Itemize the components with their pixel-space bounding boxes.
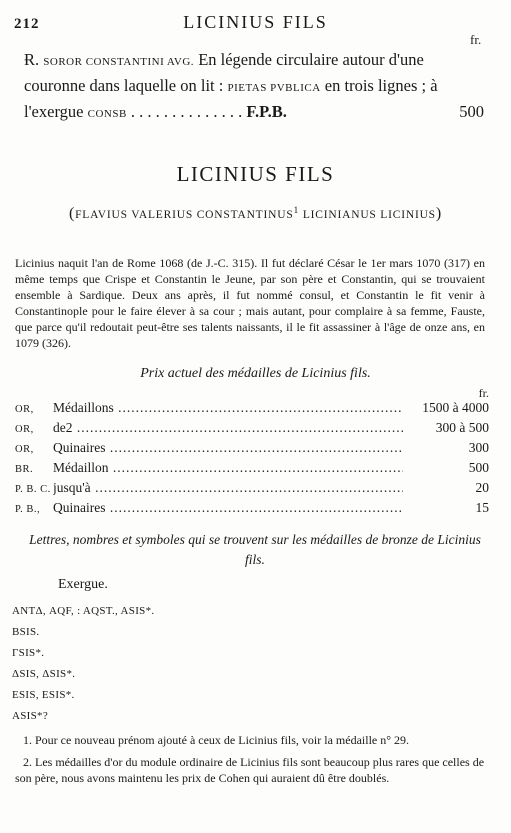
- row-price: 15: [475, 500, 489, 515]
- reverse-mark: Ɍ.: [24, 50, 40, 69]
- table-row: [15, 460, 489, 480]
- row-label: Médaillon .....: [53, 460, 403, 476]
- table-row: [15, 420, 489, 440]
- intro-text: Licinius naquit l'an de Rome 1068 (de J.-C. 315). Il fut déclaré César le 1er mars 1070 (317) en même temps que Crispe et Constantin le Jeune, par son père et Constantin, qui se trouvaient ensemble à Sardique. Deux ans après, il fut nommé consul, et Constantin le fit venir à Constantinople pour le faire élever à sa cour ; mais autant, pour complaire à sa femme, Fauste, que parce qu'il redoutait peut-être ses talents naissants, il le fit assassiner à l'âge de onze ans, en 1079 (326).: [15, 256, 485, 350]
- table-row: [15, 440, 489, 460]
- list-item: ΔSIS, ΔSIS*.: [12, 668, 76, 680]
- footnotes: [15, 732, 495, 792]
- metal-code: OR,: [15, 404, 34, 415]
- row-label: Médaillons .....: [53, 400, 403, 416]
- row-label: de2 .....: [53, 420, 403, 436]
- price-table: [15, 386, 489, 520]
- page-number: 212: [14, 16, 40, 32]
- row-label: Quinaires .....: [53, 440, 403, 456]
- carryover-text-2: en trois lignes ; à l'exergue: [24, 76, 438, 121]
- legend-text: SOROR CONSTANTINI AVG.: [43, 56, 195, 68]
- table-row: [15, 500, 489, 520]
- footnote: 2. Les médailles d'or du module ordinaire de Licinius fils sont beaucoup plus rares que celles de son père, nous avons maintenu les prix de Cohen qui auraient dû être doublés.: [15, 755, 485, 785]
- intro-paragraph: [15, 255, 485, 351]
- table-row: [15, 400, 489, 420]
- carryover-entry: [24, 48, 484, 126]
- carryover-price: 500: [459, 102, 484, 121]
- row-price: 20: [475, 480, 489, 495]
- list-item: BSIS.: [12, 626, 40, 638]
- carryover-text-1: En légende circulaire autour d'une couronne dans laquelle on lit :: [24, 50, 424, 95]
- row-label: Quinaires .....: [53, 500, 403, 516]
- footnote: 1. Pour ce nouveau prénom ajouté à ceux de Licinius fils, voir la médaille n° 29.: [23, 733, 410, 747]
- section-subtitle: [0, 205, 511, 223]
- row-price: 300 à 500: [435, 420, 489, 435]
- row-price: 1500 à 4000: [422, 400, 489, 415]
- footnote-ref: 1: [293, 205, 300, 217]
- legend-text-2: PIETAS PVBLICA: [227, 82, 321, 94]
- table-row: [15, 480, 489, 500]
- subtitle-names-2: LICINIANUS LICINIUS: [299, 209, 436, 221]
- section-title: LICINIUS FILS: [176, 162, 335, 186]
- subtitle-names: FLAVIUS VALERIUS CONSTANTINUS: [75, 209, 294, 221]
- mint-marks-list: [12, 601, 154, 727]
- metal-code: P. B. C.: [15, 484, 51, 495]
- mint-mark: F.P.B.: [246, 102, 287, 121]
- carryover-dots: . . . . . . . . . . . . . .: [130, 102, 243, 121]
- price-heading: Prix actuel des médailles de Licinius fils.: [140, 366, 371, 381]
- running-head: LICINIUS FILS: [183, 12, 328, 32]
- exergue-text: CONSB: [87, 108, 127, 120]
- list-item: ESIS, ESIS*.: [12, 689, 75, 701]
- fr-column-label: fr.: [470, 32, 482, 47]
- row-price: 300: [468, 440, 489, 455]
- metal-code: OR,: [15, 424, 34, 435]
- subtitle-close-paren: ): [435, 205, 443, 222]
- subtitle-open-paren: (: [68, 205, 76, 222]
- list-item: ΓSIS*.: [12, 647, 45, 659]
- metal-code: BR.: [15, 464, 34, 475]
- row-price: 500: [468, 460, 489, 475]
- exergue-label: Exergue.: [58, 577, 108, 592]
- price-fr-label: fr.: [478, 386, 489, 400]
- letters-heading: Lettres, nombres et symboles qui se trouvent sur les médailles de bronze de Licinius fils.: [29, 532, 481, 567]
- list-item: ANTΔ, AQF, : AQST., ASIS*.: [12, 605, 155, 617]
- metal-code: P. B.,: [15, 504, 41, 515]
- metal-code: OR,: [15, 444, 34, 455]
- row-label: jusqu'à .....: [53, 480, 403, 496]
- list-item: ASIS*?: [12, 710, 49, 722]
